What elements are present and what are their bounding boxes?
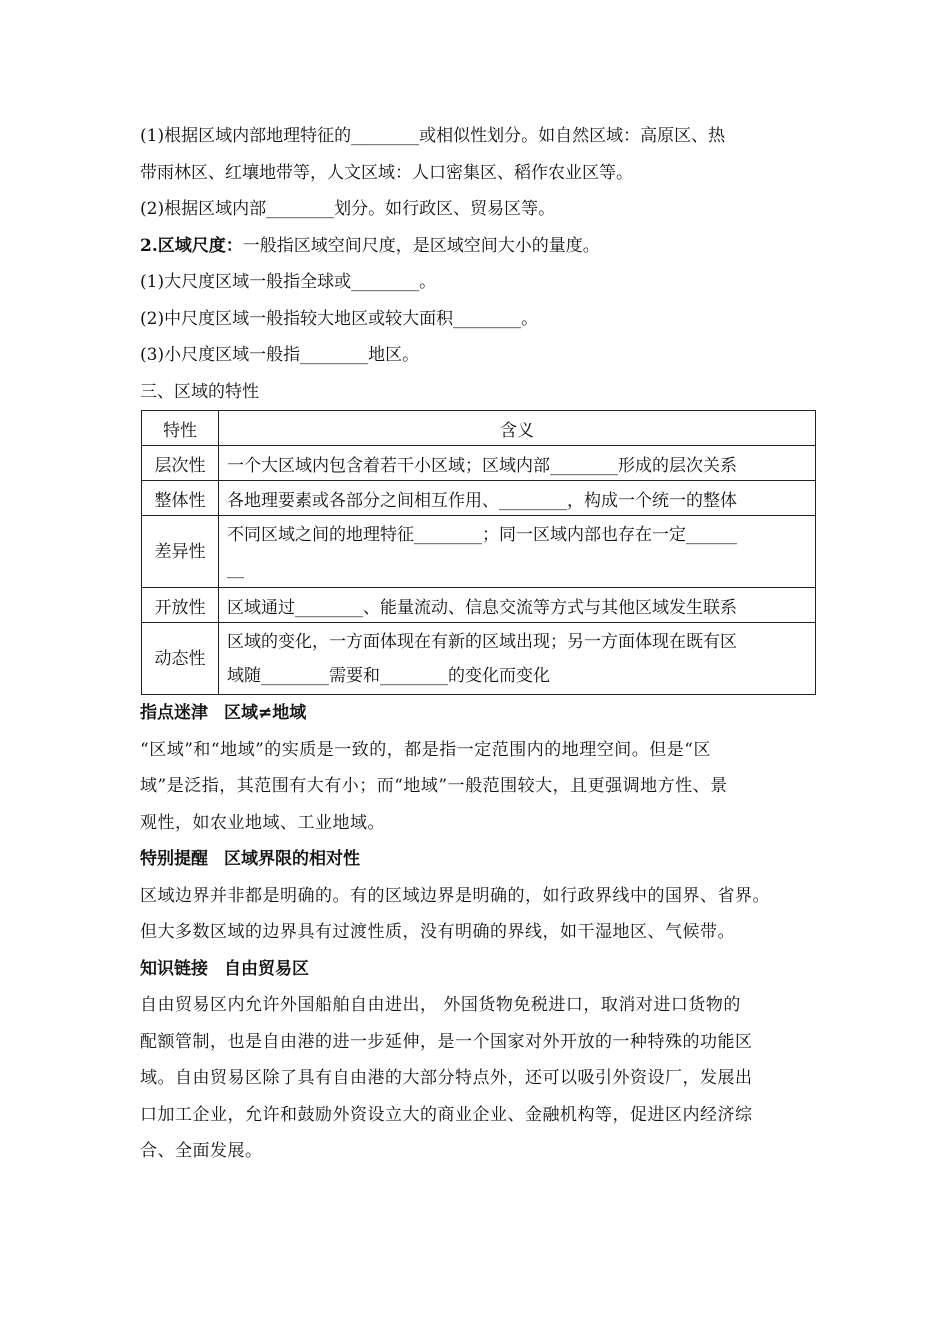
text-line: (3)小尺度区域一般指________地区。 (140, 345, 420, 365)
table-row (142, 446, 816, 481)
note-paragraph (140, 878, 820, 951)
table-row (142, 623, 816, 695)
note-line: 观性，如农业地域、工业地域。 (140, 812, 385, 833)
property-name: 开放性 (142, 588, 219, 623)
note-tag: 指点迷津 (140, 703, 208, 723)
property-meaning (219, 623, 816, 695)
section-title: 三、区域的特性 (140, 381, 259, 402)
note-title: 区域界限的相对性 (224, 849, 360, 869)
note-line: “区域”和“地域”的实质是一致的，都是指一定范围内的地理空间。但是“区 (140, 739, 711, 760)
note-title: 自由贸易区 (224, 958, 309, 979)
property-name: 整体性 (142, 481, 219, 516)
property-meaning: 一个大区域内包含着若干小区域；区域内部________形成的层次关系 (219, 446, 816, 481)
table-header-cell: 特性 (142, 411, 219, 446)
note-heading (140, 695, 820, 732)
text-line: (2)中尺度区域一般指较大地区或较大面积________。 (140, 308, 539, 329)
property-meaning (219, 516, 816, 588)
note-block (140, 695, 820, 841)
scale-text: 一般指区域空间尺度，是区域空间大小的量度。 (242, 235, 600, 256)
text-line: (1)大尺度区域一般指全球或________。 (140, 272, 437, 292)
scale-label: 2.区域尺度： (140, 235, 243, 256)
note-line: 域”是泛指，其范围有大有小；而“地域”一般范围较大，且更强调地方性、景 (140, 776, 728, 796)
note-line: 口加工企业，允许和鼓励外资设立大的商业企业、金融机构等，促进区内经济综 (140, 1104, 753, 1125)
note-title: 区域≠地域 (224, 703, 307, 723)
note-tag: 知识链接 (140, 958, 208, 979)
property-meaning: 区域通过________、能量流动、信息交流等方式与其他区域发生联系 (219, 588, 816, 623)
note-line: 合、全面发展。 (140, 1141, 263, 1161)
property-meaning: 各地理要素或各部分之间相互作用、________，构成一个统一的整体 (219, 481, 816, 516)
table-header-cell: 含义 (219, 411, 816, 446)
meaning-line: 区域的变化，一方面体现在有新的区域出现；另一方面体现在既有区 (227, 631, 737, 652)
note-line: 配额管制，也是自由港的进一步延伸，是一个国家对外开放的一种特殊的功能区 (140, 1031, 753, 1052)
meaning-line: __ (227, 558, 244, 579)
text-line: (1)根据区域内部地理特征的________或相似性划分。如自然区域：高原区、热 (140, 126, 726, 146)
note-paragraph (140, 732, 820, 842)
table-row (142, 481, 816, 516)
property-name: 差异性 (142, 516, 219, 588)
note-block (140, 841, 820, 951)
note-tag: 特别提醒 (140, 849, 208, 869)
property-name: 动态性 (142, 623, 219, 695)
table-row (142, 588, 816, 623)
meaning-line: 域随________需要和________的变化而变化 (227, 665, 550, 686)
document-page (140, 118, 820, 1170)
note-line: 域。自由贸易区除了具有自由港的大部分特点外，还可以吸引外资设厂，发展出 (140, 1068, 753, 1088)
properties-table (141, 410, 816, 695)
note-line: 但大多数区域的边界具有过渡性质，没有明确的界线，如干湿地区、气候带。 (140, 922, 735, 942)
text-line: (2)根据区域内部________划分。如行政区、贸易区等。 (140, 199, 556, 219)
text-line: 带雨林区、红壤地带等，人文区域：人口密集区、稻作农业区等。 (140, 162, 633, 183)
note-line: 自由贸易区内允许外国船舶自由进出， 外国货物免税进口，取消对进口货物的 (140, 995, 741, 1015)
table-row (142, 516, 816, 588)
note-paragraph (140, 987, 820, 1170)
note-block (140, 951, 820, 1170)
scale-heading (140, 228, 820, 265)
table-header-row (142, 411, 816, 446)
meaning-line: 不同区域之间的地理特征________；同一区域内部也存在一定______ (227, 524, 737, 545)
property-name: 层次性 (142, 446, 219, 481)
note-heading (140, 841, 820, 878)
note-line: 区域边界并非都是明确的。有的区域边界是明确的，如行政界线中的国界、省界。 (140, 885, 770, 906)
note-heading (140, 951, 820, 988)
